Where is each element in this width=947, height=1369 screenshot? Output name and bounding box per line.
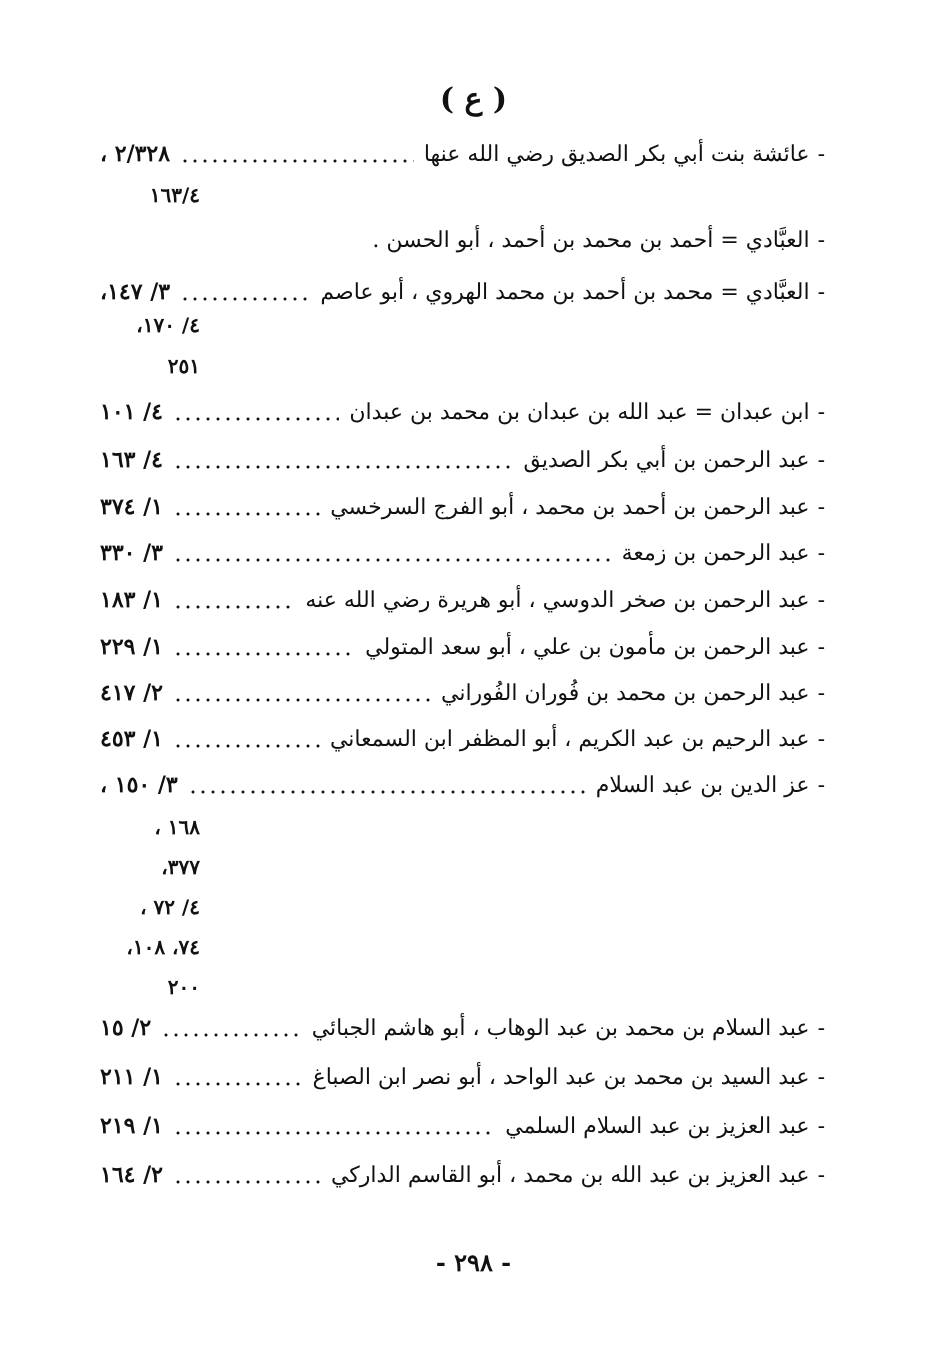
entry-dash: - <box>817 680 825 706</box>
entry-name: عبد الرحيم بن عبد الكريم ، أبو المظفر ابن السمعاني <box>329 726 810 752</box>
dot-leader <box>173 511 320 517</box>
entry-name: عبد الرحمن بن زمعة <box>621 540 810 566</box>
index-entry <box>100 580 825 620</box>
entry-dash: - <box>817 279 825 305</box>
index-entry <box>100 1106 825 1146</box>
entry-reference: ٢/ ١٦٤ <box>100 1162 163 1188</box>
index-entry <box>100 673 825 713</box>
entry-name: عبد الرحمن بن مأمون بن علي ، أبو سعد المتولي <box>365 634 810 660</box>
dot-leader <box>161 1032 302 1038</box>
entry-name: عبد العزيز بن عبد الله بن محمد ، أبو القاسم الداركي <box>330 1162 810 1188</box>
entry-reference: ١/ ٢١٩ <box>100 1113 163 1139</box>
entry-name: عبد الرحمن بن صخر الدوسي ، أبو هريرة رضي الله عنه <box>305 587 810 613</box>
entry-reference: ١/ ٣٧٤ <box>100 494 163 520</box>
entry-dash: - <box>817 1015 825 1041</box>
entry-name: عبد الرحمن بن أبي بكر الصديق <box>523 447 810 473</box>
entry-reference: ١/ ٢٢٩ <box>100 634 163 660</box>
entry-dash: - <box>817 1162 825 1188</box>
index-entry <box>100 487 825 527</box>
dot-leader <box>173 464 514 470</box>
entry-reference-continuation: ٤/ ١٧٠، <box>136 313 200 337</box>
dot-leader <box>188 789 586 795</box>
entry-reference: ٤/ ١٦٣ <box>100 447 163 473</box>
entry-reference: ٤/ ١٠١ <box>100 399 163 425</box>
page-number: - ٢٩٨ - <box>435 1248 512 1277</box>
entry-dash: - <box>817 726 825 752</box>
index-entry <box>100 1008 825 1048</box>
index-entry <box>100 765 825 805</box>
entry-name: عبد الرحمن بن محمد بن فُوران الفُوراني <box>440 680 810 706</box>
index-entry <box>100 392 825 432</box>
dot-leader <box>173 651 355 657</box>
entry-reference-continuation: ١٦٨ ، <box>154 815 200 839</box>
entry-dash: - <box>817 227 825 253</box>
entry-name: عز الدين بن عبد السلام <box>595 772 810 798</box>
entry-dash: - <box>817 587 825 613</box>
entry-reference: ٣/ ١٤٧، <box>100 279 171 305</box>
entry-reference: ٢/ ٤١٧ <box>100 680 163 706</box>
entry-dash: - <box>817 447 825 473</box>
entry-name: ابن عبدان = عبد الله بن عبدان بن محمد بن عبدان <box>349 399 810 425</box>
index-entry <box>100 627 825 667</box>
entry-dash: - <box>817 540 825 566</box>
index-entry <box>100 533 825 573</box>
entry-reference-continuation: ٧٤، ١٠٨، <box>126 935 200 959</box>
entry-dash: - <box>817 399 825 425</box>
entry-reference: ١/ ١٨٣ <box>100 587 163 613</box>
section-letter-heading: ( ع ) <box>439 82 508 117</box>
entry-reference-continuation: ١٦٣/٤ <box>149 183 200 207</box>
entry-name: عبد الرحمن بن أحمد بن محمد ، أبو الفرج السرخسي <box>330 494 810 520</box>
index-entry <box>100 719 825 759</box>
index-entry <box>100 272 825 312</box>
entry-reference: ١/ ٢١١ <box>100 1064 163 1090</box>
entry-reference-continuation: ٢٠٠ <box>167 975 200 999</box>
entry-dash: - <box>817 634 825 660</box>
entry-reference-continuation: ٢٥١ <box>167 354 200 378</box>
dot-leader <box>173 1081 303 1087</box>
index-entry <box>100 440 825 480</box>
dot-leader <box>173 1130 495 1136</box>
entry-reference: ٢/٣٢٨ ، <box>100 141 171 167</box>
index-entry <box>100 1155 825 1195</box>
entry-dash: - <box>817 141 825 167</box>
entry-name: عبد السيد بن محمد بن عبد الواحد ، أبو نصر ابن الصباغ <box>312 1064 810 1090</box>
entry-dash: - <box>817 772 825 798</box>
entry-dash: - <box>817 1064 825 1090</box>
index-entry <box>100 1057 825 1097</box>
index-entry <box>100 220 825 260</box>
entry-reference: ٢/ ١٥ <box>100 1015 152 1041</box>
dot-leader <box>173 743 320 749</box>
entry-reference: ٣/ ٣٣٠ <box>100 540 163 566</box>
dot-leader <box>173 697 431 703</box>
entry-name: العبَّادي = محمد بن أحمد بن محمد الهروي ، أبو عاصم <box>320 279 810 305</box>
entry-name: العبَّادي = أحمد بن محمد بن أحمد ، أبو الحسن . <box>372 227 810 253</box>
entry-name: عائشة بنت أبي بكر الصديق رضي الله عنها <box>423 141 810 167</box>
dot-leader <box>180 158 414 164</box>
dot-leader <box>173 1179 321 1185</box>
dot-leader <box>173 416 339 422</box>
dot-leader <box>173 557 612 563</box>
entry-name: عبد العزيز بن عبد السلام السلمي <box>505 1113 810 1139</box>
entry-reference: ١/ ٤٥٣ <box>100 726 163 752</box>
dot-leader <box>180 296 310 302</box>
entry-dash: - <box>817 494 825 520</box>
dot-leader <box>173 604 295 610</box>
entry-reference: ٣/ ١٥٠ ، <box>100 772 178 798</box>
index-entry <box>100 134 825 174</box>
entry-reference-continuation: ٤/ ٧٢ ، <box>140 895 200 919</box>
entry-dash: - <box>817 1113 825 1139</box>
entry-reference-continuation: ٣٧٧، <box>161 855 200 879</box>
entry-name: عبد السلام بن محمد بن عبد الوهاب ، أبو هاشم الجبائي <box>311 1015 810 1041</box>
